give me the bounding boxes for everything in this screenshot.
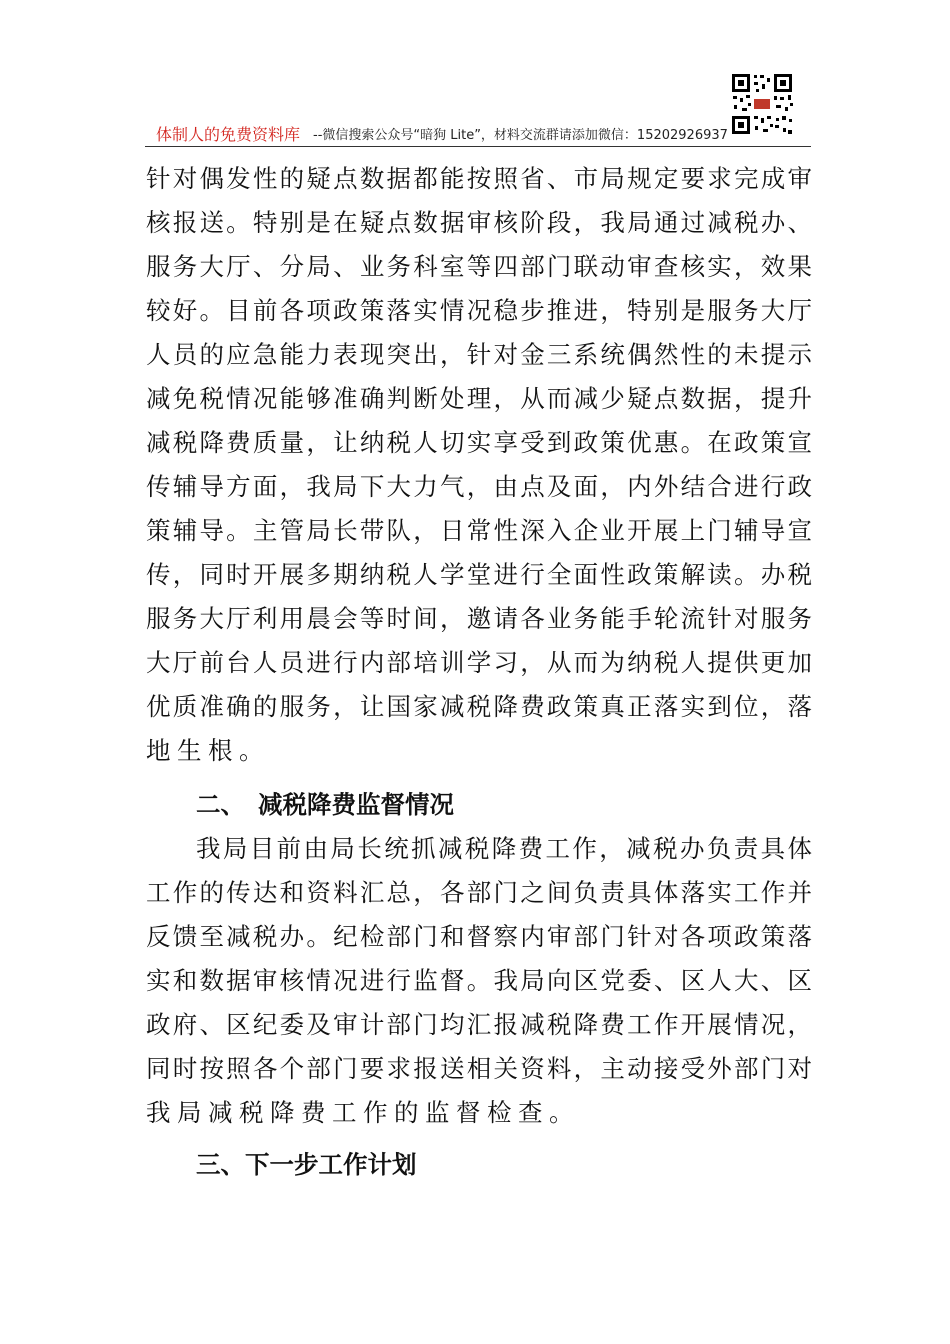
body-line: 大厅前台人员进行内部培训学习，从而为纳税人提供更加 — [146, 648, 812, 677]
body-line: 服务大厅利用晨会等时间，邀请各业务能手轮流针对服务 — [146, 604, 812, 633]
page-header — [145, 118, 815, 146]
paragraph-line: 我局减税降费工作的监督检查。 — [146, 1098, 580, 1127]
body-line: 针对偶发性的疑点数据都能按照省、市局规定要求完成审 — [146, 164, 812, 193]
body-line: 减免税情况能够准确判断处理，从而减少疑点数据，提升 — [146, 384, 812, 413]
section-heading: 减税降费监督情况 — [258, 790, 454, 819]
paragraph-line: 反馈至减税办。纪检部门和督察内审部门针对各项政策落 — [146, 922, 812, 951]
body-line: 核报送。特别是在疑点数据审核阶段，我局通过减税办、 — [146, 208, 812, 237]
section-number: 二、 — [196, 790, 245, 819]
header-tagline: --微信搜索公众号“暗狗 Lite”，材料交流群请添加微信：15202926937 — [313, 128, 728, 143]
body-line: 减税降费质量，让纳税人切实享受到政策优惠。在政策宣 — [146, 428, 812, 457]
paragraph-line: 我局目前由局长统抓减税降费工作，减税办负责具体 — [196, 834, 812, 863]
body-line: 传辅导方面，我局下大力气，由点及面，内外结合进行政 — [146, 472, 812, 501]
body-line: 较好。目前各项政策落实情况稳步推进，特别是服务大厅 — [146, 296, 812, 325]
body-line: 服务大厅、分局、业务科室等四部门联动审查核实，效果 — [146, 252, 812, 281]
qr-code-icon — [730, 72, 794, 136]
section-heading: 三、下一步工作计划 — [196, 1150, 417, 1179]
header-divider — [145, 146, 811, 147]
body-line: 策辅导。主管局长带队，日常性深入企业开展上门辅导宣 — [146, 516, 812, 545]
paragraph-line: 工作的传达和资料汇总，各部门之间负责具体落实工作并 — [146, 878, 812, 907]
header-brand: 体制人的免费资料库 — [156, 125, 301, 144]
paragraph-line: 实和数据审核情况进行监督。我局向区党委、区人大、区 — [146, 966, 812, 995]
paragraph-line: 同时按照各个部门要求报送相关资料，主动接受外部门对 — [146, 1054, 812, 1083]
body-line: 地生根。 — [146, 736, 270, 765]
body-line: 优质准确的服务，让国家减税降费政策真正落实到位，落 — [146, 692, 812, 721]
body-line: 人员的应急能力表现突出，针对金三系统偶然性的未提示 — [146, 340, 812, 369]
paragraph-line: 政府、区纪委及审计部门均汇报减税降费工作开展情况， — [146, 1010, 812, 1039]
body-line: 传，同时开展多期纳税人学堂进行全面性政策解读。办税 — [146, 560, 812, 589]
